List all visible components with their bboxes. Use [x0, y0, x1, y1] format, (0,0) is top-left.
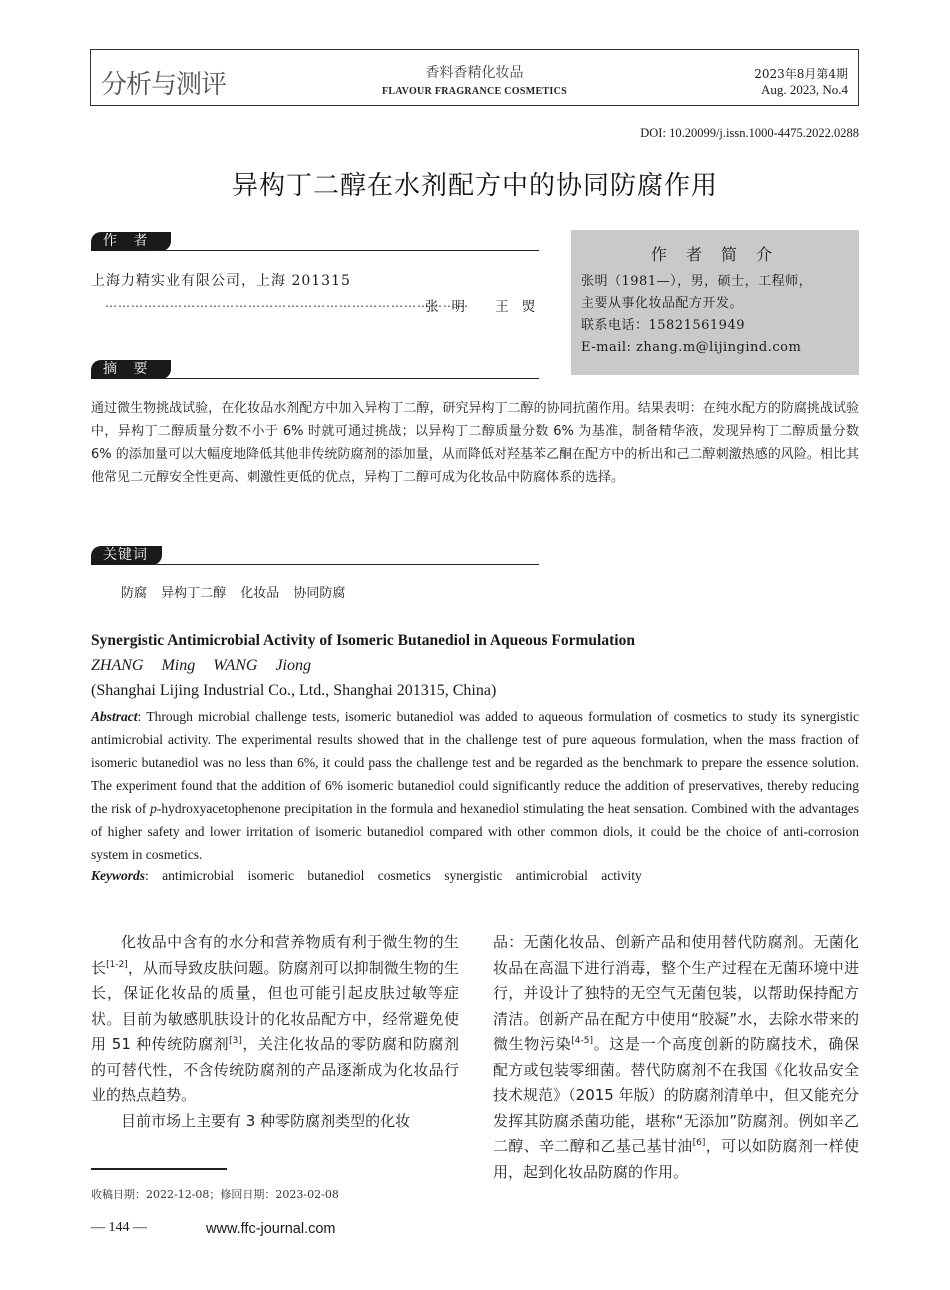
body-text: ，可以如防腐剂一样使用，起到化妆品防腐的作用。	[493, 1137, 859, 1181]
journal-name-en: FLAVOUR FRAGRANCE COSMETICS	[382, 86, 567, 97]
english-title: Synergistic Antimicrobial Activity of Isomeric Butanediol in Aqueous Formulation	[91, 632, 635, 649]
citation[interactable]: [3]	[229, 1036, 242, 1046]
bio-line: 张明（1981—），男，硕士，工程师，	[581, 274, 813, 289]
bio-email[interactable]: E-mail: zhang.m@lijingind.com	[581, 340, 802, 355]
body-text: ，从而导致皮肤问题。防腐剂可以抑制微生物的生长，保证化妆品的质量，但也可能引起皮肤过敏等症状。目前为敏感肌肤设计的化妆品配方中，经常避免使用 51 种传统防腐剂	[91, 958, 459, 1053]
body-text: ，关注化妆品的零防腐和防腐剂的可替代性，不含传统防腐剂的产品逐渐成为化妆品行业的热点趋势。	[91, 1035, 459, 1104]
section-name: 分析与测评	[101, 70, 227, 100]
author-affiliation: 上海力精实业有限公司，上海 201315	[91, 273, 351, 289]
abstract-text: p	[150, 801, 157, 816]
received-dates: 收稿日期：2022-12-08；修回日期：2023-02-08	[91, 1188, 339, 1201]
english-affiliation: (Shanghai Lijing Industrial Co., Ltd., Shanghai 201315, China)	[91, 682, 497, 699]
abstract-section-label: 摘 要	[91, 360, 171, 379]
journal-name-cn: 香料香精化妆品	[425, 65, 524, 81]
keywords-label: Keywords	[91, 868, 145, 883]
keywords-text: : antimicrobial isomeric butanediol cosmetics synergistic antimicrobial activity	[145, 868, 642, 883]
english-authors: ZHANG Ming WANG Jiong	[91, 657, 311, 674]
issue-date-cn: 2023年8月第4期	[754, 67, 848, 81]
citation[interactable]: [4-5]	[571, 1036, 593, 1046]
author-section-label: 作 者	[91, 232, 171, 251]
abstract-label: Abstract	[91, 709, 138, 724]
author-bio-box	[571, 230, 859, 375]
body-text: 。这是一个高度创新的防腐技术，确保配方或包装零细菌。替代防腐剂不在我国《化妆品安全技术规范》（2015 年版）的防腐剂清单中，但又能充分发挥其防腐杀菌功能，堪称“无添加”防腐剂。例如辛乙二醇、辛二醇和乙基己基甘油	[493, 1035, 859, 1155]
section-divider	[150, 250, 539, 251]
journal-website[interactable]: www.ffc-journal.com	[206, 1221, 336, 1237]
body-right-column	[493, 930, 859, 1185]
page-number: — 144 —	[91, 1220, 147, 1235]
paragraph	[493, 930, 859, 1185]
bio-phone: 联系电话：15821561949	[581, 318, 745, 333]
section-divider	[150, 564, 539, 565]
body-left-column	[91, 930, 459, 1134]
bio-title: 作 者 简 介	[650, 245, 780, 264]
citation[interactable]: [1-2]	[106, 959, 128, 970]
keywords-cn: 防腐 异构丁二醇 化妆品 协同防腐	[121, 586, 346, 601]
paragraph: 目前市场上主要有 3 种零防腐剂类型的化妆	[121, 1111, 411, 1130]
keywords-section-label: 关键词	[91, 546, 162, 565]
paragraph	[91, 930, 459, 1109]
abstract-cn: 通过微生物挑战试验，在化妆品水剂配方中加入异构丁二醇，研究异构丁二醇的协同抗菌作用。结果表明：在纯水配方的防腐挑战试验中，异构丁二醇质量分数不小于 6% 时就可通过挑战；以异构丁二醇质量分数 6% 为基准，制备精华液，发现异构丁二醇质量分数 6% 的添加量可以大幅度地降低其他非传统防腐剂的添加量，从而降低对羟基苯乙酮在配方中的析出和己二醇刺激热感的风险。相比其他常见二元醇安全性更高、刺激性更低的优点，异构丁二醇可成为化妆品中防腐体系的选择。	[91, 401, 859, 485]
body-text: 品：无菌化妆品、创新产品和使用替代防腐剂。无菌化妆品在高温下进行消毒，整个生产过程在无菌环境中进行，并设计了独特的无空气无菌包装，以帮助保持配方清洁。创新产品在配方中使用“胶凝”水，去除水带来的微生物污染	[493, 933, 859, 1053]
english-abstract	[91, 705, 859, 866]
article-title: 异构丁二醇在水剂配方中的协同防腐作用	[231, 171, 718, 201]
footnote-rule	[91, 1168, 227, 1170]
bio-line: 主要从事化妆品配方开发。	[581, 296, 744, 311]
abstract-text: : Through microbial challenge tests, isomeric butanediol was added to aqueous formulation of cosmetics to study its synergistic antimicrobial activity. The experimental results showed that in the challenge test of pure aqueous formulation, when the mass fraction of isomeric butanediol was no less than 6%, it could pass the challenge test and be regarded as the benchmark to prepare the essence solution. The experiment found that the addition of 6% isomeric butanediol could significantly reduce the addition of preservatives, thereby reducing the risk of	[91, 709, 859, 816]
doi[interactable]: DOI: 10.20099/j.issn.1000-4475.2022.0288	[640, 126, 859, 140]
issue-date-en: Aug. 2023, No.4	[760, 82, 848, 97]
section-divider	[150, 378, 539, 379]
english-keywords	[91, 868, 642, 884]
abstract-text: -hydroxyacetophenone precipitation in the formula and hexanediol stimulating the heat sensation. Combined with the advantages of higher safety and lower irritation of isomeric butanediol compared with other common diols, it could be the choice of anti-corrosion system in cosmetics.	[91, 801, 859, 862]
body-text: 化妆品中含有的水分和营养物质有利于微生物的生长	[91, 933, 459, 977]
author-names: 张明 王焽	[425, 299, 549, 315]
leader-dots: …………………………………………………………………………	[105, 296, 469, 310]
citation[interactable]: [6]	[692, 1138, 706, 1148]
journal-header	[90, 49, 859, 106]
